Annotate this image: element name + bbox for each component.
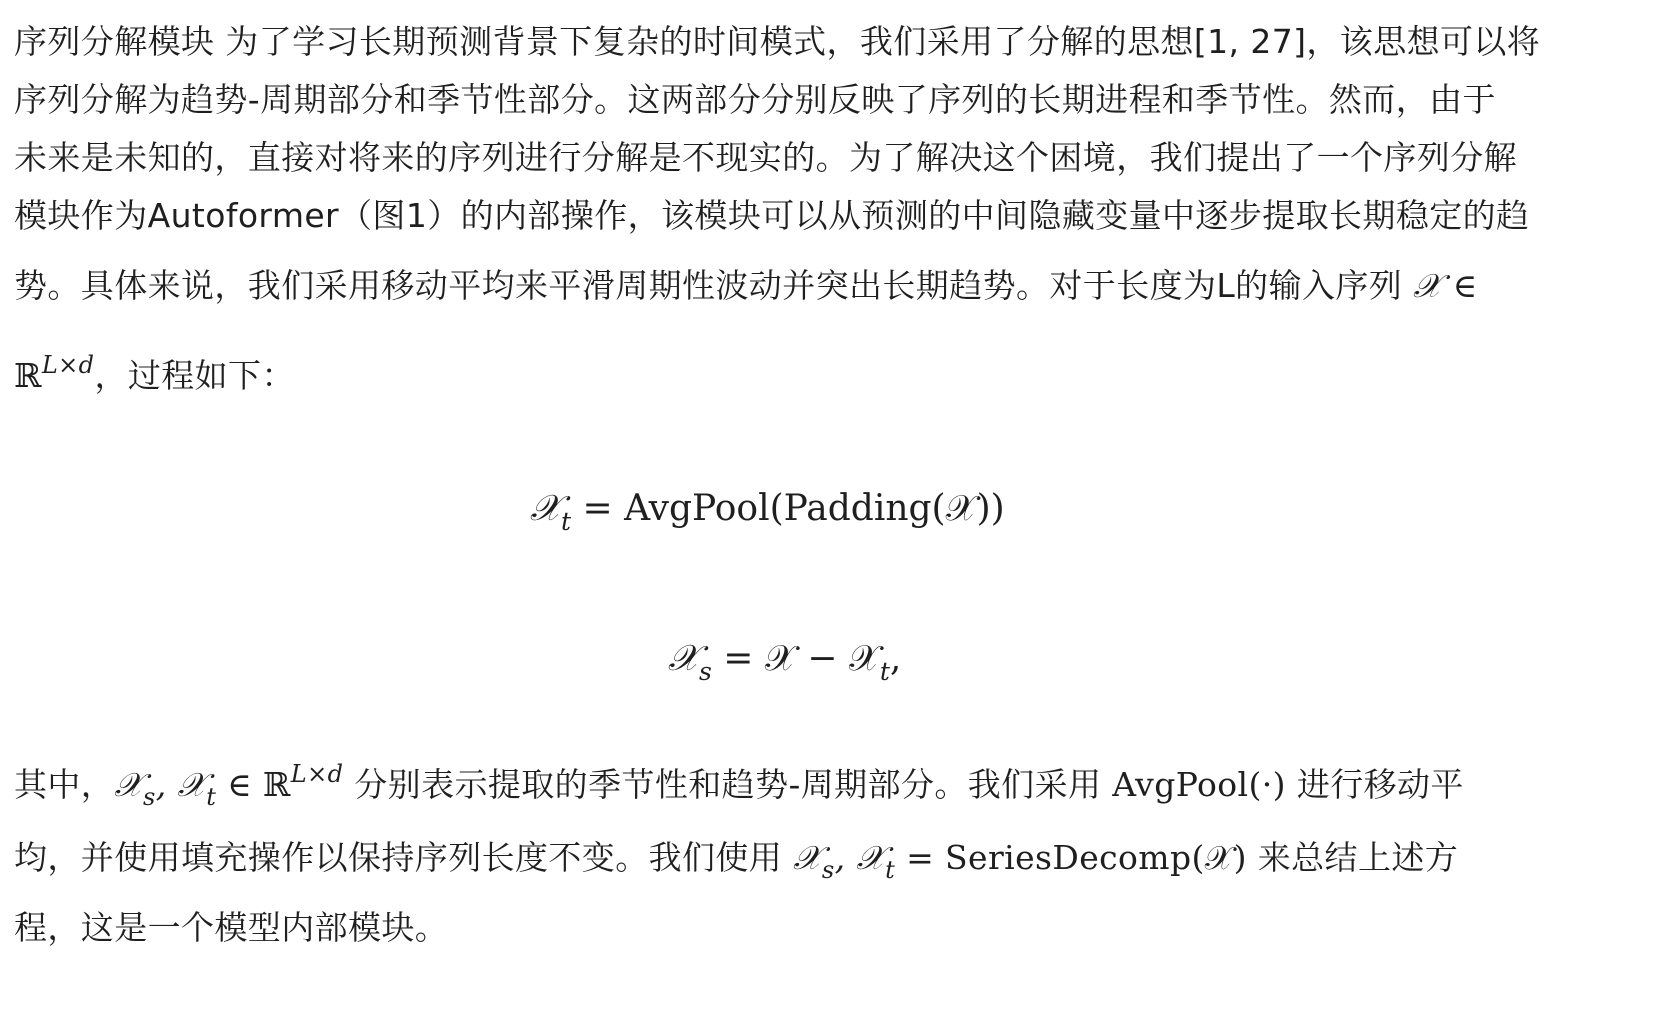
paragraph-line	[14, 836, 1458, 892]
math-inline: 𝒳 ∈	[1413, 266, 1478, 305]
math-expression: = SeriesDecomp(𝒳)	[895, 838, 1247, 877]
math-subscript: t	[879, 657, 890, 686]
paragraph-line: 序列分解为趋势-周期部分和季节性部分。这两部分分别反映了序列的长期进程和季节性。然而，由于	[14, 80, 1496, 119]
document-page	[14, 0, 1644, 1010]
paragraph-line	[14, 343, 295, 398]
math-symbol: 𝒳	[114, 765, 143, 804]
math-symbol: 𝒳	[530, 488, 561, 529]
paragraph-text: 均，并使用填充操作以保持序列长度不变。我们使用	[14, 838, 794, 877]
paragraph-text: 分别表示提取的季节性和趋势-周期部分。我们采用	[343, 765, 1113, 804]
math-subscript: t	[560, 507, 572, 536]
math-symbol: , 𝒳	[155, 765, 207, 804]
math-expression: = AvgPool(Padding(𝒳))	[571, 488, 1005, 529]
math-superscript: L×d	[290, 760, 344, 788]
equation-seasonal	[668, 634, 901, 697]
equation-trend	[530, 484, 1005, 547]
math-subscript: s	[698, 657, 712, 686]
paragraph-line	[14, 264, 1478, 308]
paragraph-line: 程，这是一个模型内部模块。	[14, 908, 449, 947]
paragraph-line	[14, 752, 1464, 819]
math-symbol: 𝒳	[793, 838, 822, 877]
paragraph-text: 进行移动平	[1285, 765, 1464, 804]
paragraph-line: 序列分解模块 为了学习长期预测背景下复杂的时间模式，我们采用了分解的思想[1, 27]，该思想可以将	[14, 22, 1541, 61]
paragraph-text: ，过程如下：	[94, 356, 295, 395]
math-subscript: t	[206, 783, 217, 811]
math-symbol: , 𝒳	[834, 838, 886, 877]
math-symbol: 𝒳	[668, 638, 699, 679]
paragraph-line: 未来是未知的，直接对将来的序列进行分解是不现实的。为了解决这个困境，我们提出了一个序列分解	[14, 138, 1517, 177]
paragraph-line: 模块作为Autoformer（图1）的内部操作，该模块可以从预测的中间隐藏变量中逐步提取长期稳定的趋	[14, 196, 1530, 235]
math-inline: ℝ	[14, 356, 42, 395]
math-subscript: s	[821, 856, 835, 884]
math-punctuation: ,	[889, 638, 902, 679]
math-expression: = 𝒳 − 𝒳	[711, 638, 880, 679]
math-expression: AvgPool(·)	[1112, 765, 1286, 804]
paragraph-text: 其中，	[14, 765, 115, 804]
math-subscript: s	[142, 783, 156, 811]
paragraph-text: 势。具体来说，我们采用移动平均来平滑周期性波动并突出长期趋势。对于长度为L的输入序列	[14, 266, 1403, 305]
math-superscript: L×d	[41, 351, 95, 379]
paragraph-text: 来总结上述方	[1246, 838, 1459, 877]
math-subscript: t	[885, 856, 896, 884]
math-expression: ∈ ℝ	[216, 765, 291, 804]
